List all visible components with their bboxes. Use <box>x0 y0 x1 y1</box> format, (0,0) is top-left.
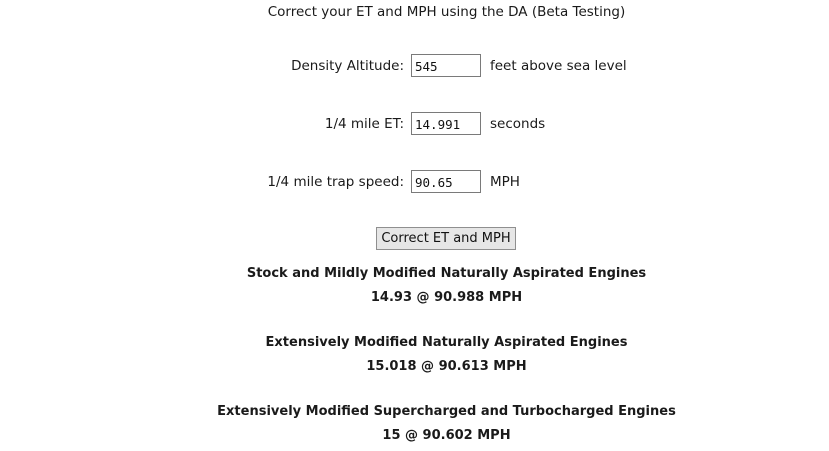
result-heading-forced-induction: Extensively Modified Supercharged and Turbocharged Engines <box>217 404 676 419</box>
et-row <box>0 112 829 136</box>
correct-et-mph-button[interactable]: Correct ET and MPH <box>376 227 516 250</box>
result-value-na-modified: 15.018 @ 90.613 MPH <box>366 359 527 374</box>
et-unit: seconds <box>490 116 546 132</box>
result-heading-na-modified: Extensively Modified Naturally Aspirated Engines <box>265 335 628 350</box>
density-altitude-unit: feet above sea level <box>490 58 627 74</box>
result-value-forced-induction: 15 @ 90.602 MPH <box>382 428 511 443</box>
density-altitude-input[interactable] <box>411 54 481 77</box>
trap-speed-input[interactable] <box>411 170 481 193</box>
result-heading-stock: Stock and Mildly Modified Naturally Aspirated Engines <box>246 266 647 281</box>
density-altitude-row <box>0 54 829 78</box>
et-input[interactable] <box>411 112 481 135</box>
trap-speed-unit: MPH <box>490 174 520 190</box>
trap-speed-row <box>0 170 829 194</box>
page-title: Correct your ET and MPH using the DA (Beta Testing) <box>267 4 626 20</box>
et-label: 1/4 mile ET: <box>324 116 404 132</box>
trap-speed-label: 1/4 mile trap speed: <box>267 174 404 190</box>
density-altitude-label: Density Altitude: <box>291 58 404 74</box>
result-value-stock: 14.93 @ 90.988 MPH <box>370 290 523 305</box>
